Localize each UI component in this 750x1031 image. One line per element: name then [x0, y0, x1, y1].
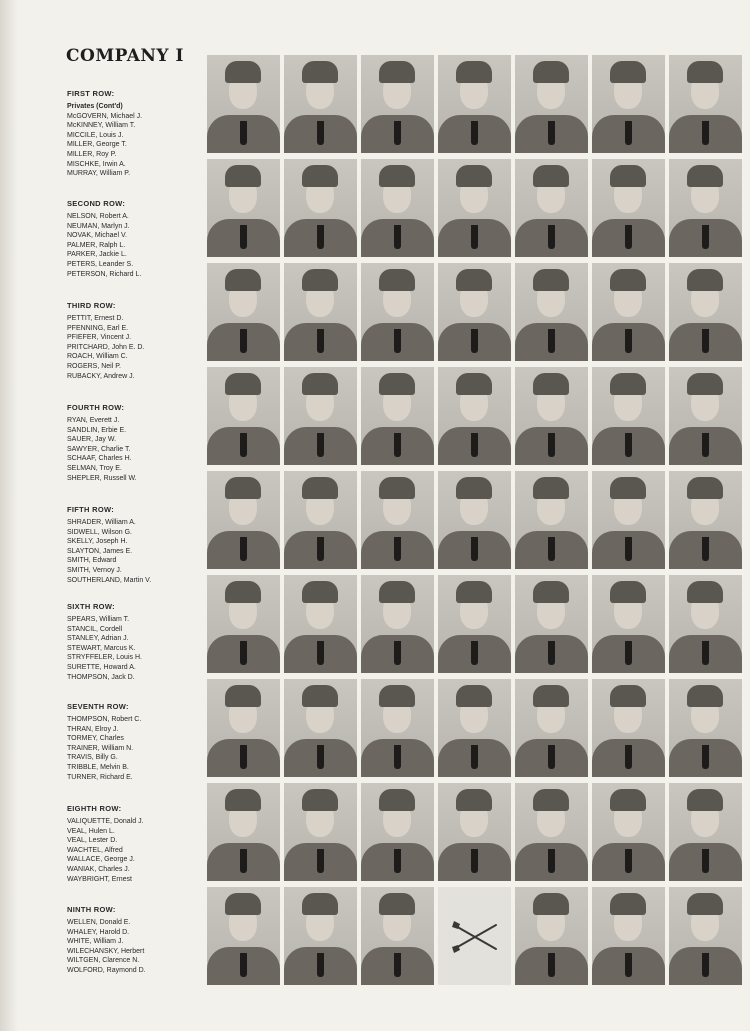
caption-section — [67, 301, 207, 381]
caption-section — [67, 199, 207, 279]
cadet-name: WALLACE, George J. — [67, 856, 135, 864]
cadet-portrait — [438, 367, 511, 465]
cadet-name: SHEPLER, Russell W. — [67, 474, 137, 482]
cadet-name: VEAL, Lester D. — [67, 837, 118, 845]
cadet-portrait — [515, 575, 588, 673]
cadet-name: MILLER, George T. — [67, 141, 127, 149]
cadet-name: VALIQUETTE, Donald J. — [67, 818, 144, 825]
cadet-name: THOMPSON, Robert C. — [67, 716, 142, 723]
cadet-portrait — [669, 887, 742, 985]
rank-subheading: Privates (Cont'd) — [67, 103, 123, 110]
cadet-portrait — [207, 783, 280, 881]
cadet-name: McGOVERN, Michael J. — [67, 112, 143, 120]
cadet-portrait — [207, 263, 280, 361]
row-heading: EIGHTH ROW: — [67, 804, 122, 813]
cadet-portrait — [361, 367, 434, 465]
cadet-name: WHALEY, Harold D. — [67, 928, 130, 936]
cadet-portrait — [207, 679, 280, 777]
cadet-name: ROACH, William C. — [67, 353, 128, 361]
cadet-portrait — [284, 159, 357, 257]
cadet-portrait — [515, 263, 588, 361]
cadet-portrait — [284, 471, 357, 569]
portrait-grid — [207, 55, 742, 985]
cadet-portrait — [515, 783, 588, 881]
cadet-name: PETERSON, Richard L. — [67, 270, 142, 278]
caption-section — [67, 905, 207, 976]
cadet-portrait — [284, 367, 357, 465]
cadet-portrait — [438, 575, 511, 673]
cadet-portrait — [669, 159, 742, 257]
row-heading: SEVENTH ROW: — [67, 702, 129, 711]
cadet-name: SLAYTON, James E. — [67, 547, 133, 555]
cadet-portrait — [592, 159, 665, 257]
cadet-name: NOVAK, Michael V. — [67, 232, 127, 240]
cadet-name: RYAN, Everett J. — [67, 417, 120, 424]
cadet-portrait — [361, 159, 434, 257]
row-heading: FIFTH ROW: — [67, 505, 115, 514]
cadet-portrait — [438, 783, 511, 881]
caption-section — [67, 403, 207, 483]
cadet-portrait — [515, 55, 588, 153]
row-heading: FIRST ROW: — [67, 89, 115, 98]
cadet-name: PRITCHARD, John E. D. — [67, 343, 145, 351]
cadet-name: PFIEFER, Vincent J. — [67, 334, 132, 342]
cadet-portrait — [515, 887, 588, 985]
crossed-rifles-icon — [438, 887, 511, 985]
row-heading: SECOND ROW: — [67, 199, 126, 208]
cadet-portrait — [515, 367, 588, 465]
cadet-name: THRAN, Elroy J. — [67, 725, 119, 733]
cadet-name: TORMEY, Charles — [67, 735, 124, 743]
cadet-portrait — [207, 367, 280, 465]
photo-placeholder — [438, 887, 511, 985]
cadet-name: SIDWELL, Wilson G. — [67, 528, 132, 536]
cadet-portrait — [515, 159, 588, 257]
cadet-portrait — [207, 55, 280, 153]
cadet-name: STANLEY, Adrian J. — [67, 635, 129, 643]
page-gutter-shadow — [0, 0, 18, 1031]
cadet-name: ROGERS, Neil P. — [67, 362, 121, 370]
cadet-name: PETTIT, Ernest D. — [67, 315, 124, 322]
cadet-name: SOUTHERLAND, Martin V. — [67, 576, 152, 584]
cadet-name: SMITH, Vernoy J. — [67, 566, 122, 574]
cadet-portrait — [669, 263, 742, 361]
cadet-portrait — [592, 367, 665, 465]
cadet-portrait — [669, 471, 742, 569]
cadet-portrait — [361, 55, 434, 153]
cadet-name: WOLFORD, Raymond D. — [67, 966, 146, 974]
cadet-name: THOMPSON, Jack D. — [67, 673, 135, 681]
cadet-name: SMITH, Edward — [67, 557, 117, 565]
cadet-portrait — [669, 367, 742, 465]
cadet-portrait — [592, 471, 665, 569]
cadet-name: WELLEN, Donald E. — [67, 919, 131, 926]
cadet-portrait — [361, 471, 434, 569]
caption-section — [67, 89, 207, 179]
cadet-name: STEWART, Marcus K. — [67, 644, 136, 652]
cadet-name: WAYBRIGHT, Ernest — [67, 875, 132, 883]
cadet-portrait — [207, 159, 280, 257]
cadet-portrait — [361, 679, 434, 777]
cadet-name: SHRADER, William A. — [67, 519, 136, 526]
cadet-name: RUBACKY, Andrew J. — [67, 372, 135, 380]
cadet-portrait — [284, 887, 357, 985]
cadet-name: PALMER, Ralph L. — [67, 241, 126, 249]
cadet-portrait — [438, 55, 511, 153]
caption-section — [67, 804, 207, 884]
cadet-name: SANDLIN, Erbie E. — [67, 426, 127, 434]
cadet-name: MICCILE, Louis J. — [67, 131, 124, 139]
cadet-portrait — [284, 575, 357, 673]
cadet-name: WILECHANSKY, Herbert — [67, 947, 145, 955]
cadet-name: TRAINER, William N. — [67, 744, 134, 752]
cadet-portrait — [438, 263, 511, 361]
cadet-portrait — [669, 575, 742, 673]
cadet-name: SURETTE, Howard A. — [67, 663, 136, 671]
cadet-portrait — [515, 471, 588, 569]
row-heading: SIXTH ROW: — [67, 602, 115, 611]
cadet-portrait — [592, 575, 665, 673]
cadet-portrait — [438, 471, 511, 569]
cadet-name: WHITE, William J. — [67, 938, 124, 946]
cadet-portrait — [592, 783, 665, 881]
cadet-portrait — [207, 471, 280, 569]
row-heading: THIRD ROW: — [67, 301, 116, 310]
cadet-name: NELSON, Robert A. — [67, 213, 129, 220]
cadet-portrait — [592, 887, 665, 985]
cadet-name: PARKER, Jackie L. — [67, 251, 127, 259]
cadet-portrait — [284, 783, 357, 881]
cadet-name: TRAVIS, Billy G. — [67, 754, 118, 762]
cadet-portrait — [284, 263, 357, 361]
cadet-portrait — [361, 575, 434, 673]
cadet-portrait — [284, 679, 357, 777]
cadet-portrait — [669, 783, 742, 881]
cadet-portrait — [592, 263, 665, 361]
cadet-portrait — [592, 55, 665, 153]
row-heading: FOURTH ROW: — [67, 403, 125, 412]
cadet-name: TRIBBLE, Melvin B. — [67, 763, 129, 771]
cadet-name: MILLER, Roy P. — [67, 150, 117, 158]
cadet-name: SPEARS, William T. — [67, 616, 130, 623]
caption-section — [67, 602, 207, 682]
caption-section — [67, 505, 207, 585]
cadet-name: McKINNEY, William T. — [67, 122, 136, 130]
cadet-portrait — [515, 679, 588, 777]
cadet-name: SCHAAF, Charles H. — [67, 455, 132, 463]
cadet-name: PETERS, Leander S. — [67, 260, 134, 268]
row-heading: NINTH ROW: — [67, 905, 116, 914]
cadet-name: MISCHKE, Irwin A. — [67, 160, 126, 168]
cadet-name: VEAL, Hulen L. — [67, 827, 115, 835]
cadet-name: SAUER, Jay W. — [67, 436, 117, 444]
cadet-name: SKELLY, Joseph H. — [67, 538, 128, 546]
cadet-name: WACHTEL, Alfred — [67, 846, 123, 854]
cadet-name: NEUMAN, Marlyn J. — [67, 222, 130, 230]
cadet-portrait — [592, 679, 665, 777]
cadet-portrait — [669, 679, 742, 777]
cadet-portrait — [207, 887, 280, 985]
cadet-name: STANCIL, Cordell — [67, 625, 123, 633]
page-title: COMPANY I — [66, 46, 184, 66]
cadet-portrait — [438, 679, 511, 777]
cadet-portrait — [438, 159, 511, 257]
cadet-name: PFENNING, Earl E. — [67, 324, 129, 332]
cadet-name: SAWYER, Charlie T. — [67, 445, 131, 453]
cadet-portrait — [207, 575, 280, 673]
cadet-name: SELMAN, Troy E. — [67, 464, 122, 472]
cadet-name: WILTGEN, Clarence N. — [67, 957, 140, 965]
caption-section — [67, 702, 207, 782]
cadet-portrait — [361, 887, 434, 985]
cadet-name: MURRAY, William P. — [67, 170, 131, 178]
cadet-portrait — [361, 783, 434, 881]
cadet-name: TURNER, Richard E. — [67, 773, 133, 781]
cadet-portrait — [361, 263, 434, 361]
cadet-portrait — [669, 55, 742, 153]
cadet-name: WANIAK, Charles J. — [67, 865, 130, 873]
cadet-portrait — [284, 55, 357, 153]
cadet-name: STRYFFELER, Louis H. — [67, 654, 142, 662]
